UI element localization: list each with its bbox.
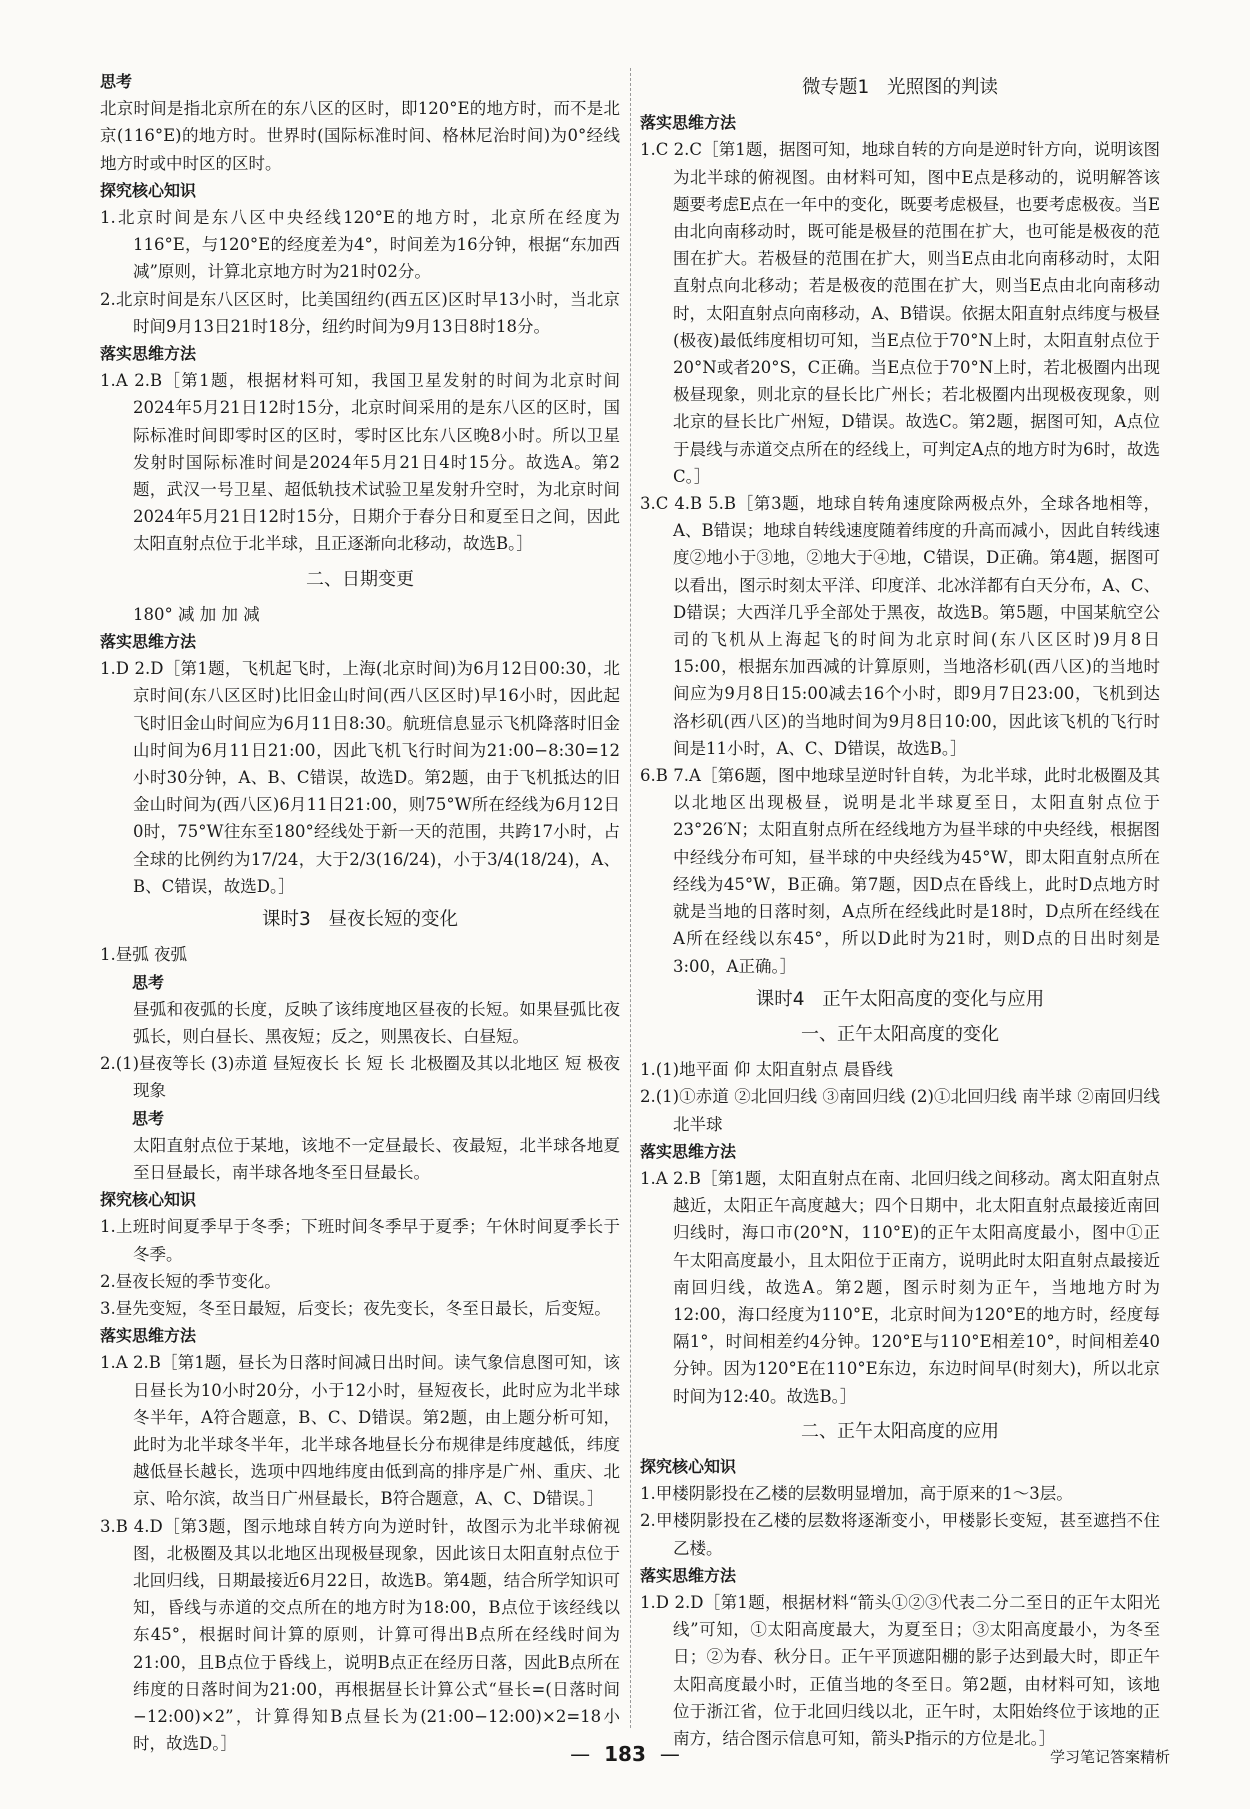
heading-core-knowledge: 探究核心知识 bbox=[640, 1456, 737, 1476]
topic-name: 光照图的判读 bbox=[886, 77, 998, 98]
heading-core-knowledge: 探究核心知识 bbox=[100, 1190, 197, 1210]
answer-item: 2.北京时间是东八区区时，比美国纽约(西五区)区时早13小时，当北京时间9月13日21时18分，纽约时间为9月13日8时18分。 bbox=[100, 289, 620, 336]
answer-item: 6.B 7.A［第6题，图中地球呈逆时针自转，为北半球，此时北极圈及其以北地区出现极昼，说明是北半球夏至日，太阳直射点位于23°26′N；太阳直射点所在经线地方为昼半球的中央经线，根据图中经线分布可知，昼半球的中央经线为45°W，即太阳直射点所在经线为45°W，B正确。第7题，因D点在昏线上，此时D点地方时就是当地的日落时刻，A点所在经线此时是18时，D点所在经线在A所在经线以东45°，所以D此时为21时，则D点的日出时刻是3:00，A正确。］ bbox=[640, 766, 1160, 976]
column-divider bbox=[630, 68, 631, 1728]
answer-item: 1.(1)地平面 仰 太阳直射点 晨昏线 bbox=[640, 1060, 893, 1080]
heading-think: 思考 bbox=[132, 1108, 165, 1128]
answer-item: 2.(1)①赤道 ②北回归线 ③南回归线 (2)①北回归线 南半球 ②南回归线 北半球 bbox=[640, 1087, 1160, 1134]
paragraph: 北京时间是指北京所在的东八区的区时，即120°E的地方时，而不是北京(116°E)的地方时。世界时(国际标准时间、格林尼治时间)为0°经线地方时或中时区的区时。 bbox=[100, 99, 620, 173]
heading-think: 思考 bbox=[132, 972, 165, 992]
answer-item: 180° 减 加 加 减 bbox=[133, 604, 260, 624]
answer-item: 1.D 2.D［第1题，飞机起飞时，上海(北京时间)为6月12日00:30，北京时间(东八区区时)比旧金山时间(西八区区时)早16小时，因此起飞时旧金山时间应为6月11日8:30。航班信息显示飞机降落时旧金山时间为6月11日21:00，因此飞机飞行时间为21:00−8:30=12小时30分钟，A、B、C错误，故选D。第2题，由于飞机抵达的旧金山时间为(西八区)6月11日21:00，则75°W所在经线为6月12日0时，75°W往东至180°经线处于新一天的范围，共跨17小时，占全球的比例约为17/24，大于2/3(16/24)，小于3/4(18/24)，A、B、C错误，故选D。］ bbox=[100, 659, 620, 896]
heading-think: 思考 bbox=[100, 72, 133, 91]
lesson-title bbox=[640, 986, 1160, 1013]
heading-method: 落实思维方法 bbox=[100, 344, 197, 364]
heading-method: 落实思维方法 bbox=[640, 113, 737, 133]
answer-item: 1.北京时间是东八区中央经线120°E的地方时，北京所在经度为116°E，与120°E的经度差为4°，时间差为16分钟，根据“东加西减”原则，计算北京地方时为21时02分。 bbox=[100, 208, 620, 282]
paragraph: 太阳直射点位于某地，该地不一定昼最长、夜最短，北半球各地夏至日昼最长，南半球各地冬至日昼最长。 bbox=[133, 1135, 620, 1182]
lesson-number: 课时3 bbox=[262, 909, 311, 931]
right-column bbox=[640, 68, 1160, 1752]
answer-item: 2.昼夜长短的季节变化。 bbox=[100, 1271, 281, 1291]
answer-item: 1.A 2.B［第1题，太阳直射点在南、北回归线之间移动。离太阳直射点越近，太阳正午高度越大；四个日期中，北太阳直射点最接近南回归线时，海口市(20°N，110°E)的正午太阳高度最小，图中①正午太阳高度最小，且太阳位于正南方，说明此时太阳直射点最接近南回归线，故选A。第2题，图示时刻为正午，当地地方时为12:00，海口经度为110°E，北京时间为120°E的地方时，经度每隔1°，时间相差约4分钟。120°E与110°E相差10°，时间相差40分钟。因为120°E在110°E东边，东边时间早(时刻大)，所以北京时间为12:40。故选B。］ bbox=[640, 1168, 1160, 1406]
page-number-value: 183 bbox=[604, 1742, 646, 1766]
lesson-title bbox=[100, 906, 620, 933]
answer-item: 1.C 2.C［第1题，据图可知，地球自转的方向是逆时针方向，说明该图为北半球的俯视图。由材料可知，图中E点是移动的，说明解答该题要考虑E点在一年中的变化，既要考虑极昼，也要考虑极夜。当E由北向南移动时，既可能是极昼的范围在扩大，也可能是极夜的范围在扩大。若极昼的范围在扩大，则当E点由北向南移动时，太阳直射点向北移动；若是极夜的范围在扩大，则当E点由北向南移动时，太阳直射点向南移动，A、B错误。依据太阳直射点纬度与极昼(极夜)最低纬度相切可知，当E点位于70°N上时，太阳直射点位于20°N或者20°S，C正确。当E点位于70°N上时，若北极圈内出现极昼现象，则北京的昼长比广州长；若北极圈内出现极夜现象，则北京的昼长比广州短，D错误。故选C。第2题，据图可知，A点位于晨线与赤道交点所在的经线上，可判定A点的地方时为6时，故选C。］ bbox=[640, 140, 1160, 486]
heading-method: 落实思维方法 bbox=[100, 1326, 197, 1346]
lesson-number: 课时4 bbox=[755, 988, 805, 1010]
answer-item: 1.A 2.B［第1题，根据材料可知，我国卫星发射的时间为北京时间2024年5月21日12时15分，北京时间采用的是东八区的区时，国际标准时间即零时区的区时，零时区比东八区晚8小时。所以卫星发射时国际标准时间是2024年5月21日4时15分。故选A。第2题，武汉一号卫星、超低轨技术试验卫星发射升空时，为北京时间2024年5月21日12时15分，日期介于春分日和夏至日之间，因此太阳直射点位于北半球，且正逐渐向北移动，故选B。］ bbox=[100, 371, 620, 554]
answer-item: 1.A 2.B［第1题，昼长为日落时间减日出时间。读气象信息图可知，该日昼长为10小时20分，小于12小时，昼短夜长，此时应为北半球冬半年，A符合题意，B、C、D错误。第2题，由上题分析可知，此时为北半球冬半年，北半球各地昼长分布规律是纬度越低，纬度越低昼长越长，选项中四地纬度由低到高的排序是广州、重庆、北京、哈尔滨，故当日广州昼最长，B符合题意，A、C、D错误。］ bbox=[100, 1353, 620, 1509]
topic-title bbox=[640, 74, 1160, 101]
answer-item: 3.C 4.B 5.B［第3题，地球自转角速度除两极点外，全球各地相等，A、B错误；地球自转线速度随着纬度的升高而减小，因此自转线速度②地小于③地，②地大于④地，C错误，D正确。第4题，据图可以看出，图示时刻太平洋、印度洋、北冰洋都有白天分布，A、C、D错误；大西洋几乎全部处于黑夜，故选B。第5题，中国某航空公司的飞机从上海起飞的时间为北京时间(东八区区时)9月8日15:00，根据东加西减的计算原则，当地洛杉矶(西八区)的当地时间应为9月8日15:00减去16个小时，即9月7日23:00，飞机到达洛杉矶(西八区)的当地时间为9月8日10:00，因此该飞机的飞行时间是11小时，A、C、D错误，故选B。］ bbox=[640, 494, 1160, 758]
lesson-name: 昼夜长短的变化 bbox=[328, 909, 458, 931]
answer-item: 2.甲楼阴影投在乙楼的层数将逐渐变小，甲楼影长变短，甚至遮挡不住乙楼。 bbox=[640, 1511, 1160, 1558]
paragraph: 昼弧和夜弧的长度，反映了该纬度地区昼夜的长短。如果昼弧比夜弧长，则白昼长、黑夜短；反之，则黑夜长、白昼短。 bbox=[133, 999, 620, 1046]
left-column bbox=[100, 68, 620, 1757]
page-dash-left: — bbox=[570, 1742, 591, 1766]
heading-method: 落实思维方法 bbox=[640, 1565, 737, 1585]
section-heading: 一、正午太阳高度的变化 bbox=[801, 1023, 999, 1045]
section-heading: 二、正午太阳高度的应用 bbox=[801, 1420, 999, 1442]
topic-number: 微专题1 bbox=[802, 77, 870, 98]
section-heading: 二、日期变更 bbox=[306, 568, 414, 590]
answer-item: 1.昼弧 夜弧 bbox=[100, 945, 187, 965]
page-dash-right: — bbox=[659, 1742, 680, 1766]
answer-item: 3.昼先变短，冬至日最短，后变长；夜先变长，冬至日最长，后变短。 bbox=[100, 1298, 611, 1318]
heading-method: 落实思维方法 bbox=[100, 632, 197, 652]
heading-core-knowledge: 探究核心知识 bbox=[100, 180, 197, 200]
answer-item: 1.D 2.D［第1题，根据材料“箭头①②③代表二分二至日的正午太阳光线”可知，①太阳高度最大，为夏至日；③太阳高度最小，为冬至日；②为春、秋分日。正午平顶遮阳棚的影子达到最大时，即正午太阳高度最小时，正值当地的冬至日。第2题，由材料可知，该地位于浙江省，位于北回归线以北，正午时，太阳始终位于该地的正南方，结合图示信息可知，箭头P指示的方位是北。］ bbox=[640, 1592, 1160, 1748]
answer-item: 3.B 4.D［第3题，图示地球自转方向为逆时针，故图示为北半球俯视图，北极圈及其以北地区出现极昼现象，因此该日太阳直射点位于北回归线，日期最接近6月22日，故选B。第4题，结合所学知识可知，昏线与赤道的交点所在的地方时为18:00，B点位于该经线以东45°，根据时间计算的原则，计算可得出B点所在经线时间为21:00，且B点位于昏线上，说明B点正在经历日落，因此B点所在纬度的日落时间为21:00，再根据昼长计算公式“昼长=(日落时间−12:00)×2”，计算得知B点昼长为(21:00−12:00)×2=18小时，故选D。］ bbox=[100, 1516, 620, 1754]
heading-method: 落实思维方法 bbox=[640, 1141, 737, 1161]
answer-item: 2.(1)昼夜等长 (3)赤道 昼短夜长 长 短 长 北极圈及其以北地区 短 极夜现象 bbox=[100, 1054, 620, 1101]
lesson-name: 正午太阳高度的变化与应用 bbox=[822, 988, 1045, 1010]
footer-label: 学习笔记答案精析 bbox=[1049, 1748, 1170, 1766]
answer-item: 1.甲楼阴影投在乙楼的层数明显增加，高于原来的1～3层。 bbox=[640, 1484, 1073, 1504]
answer-item: 1.上班时间夏季早于冬季；下班时间冬季早于夏季；午休时间夏季长于冬季。 bbox=[100, 1217, 620, 1264]
